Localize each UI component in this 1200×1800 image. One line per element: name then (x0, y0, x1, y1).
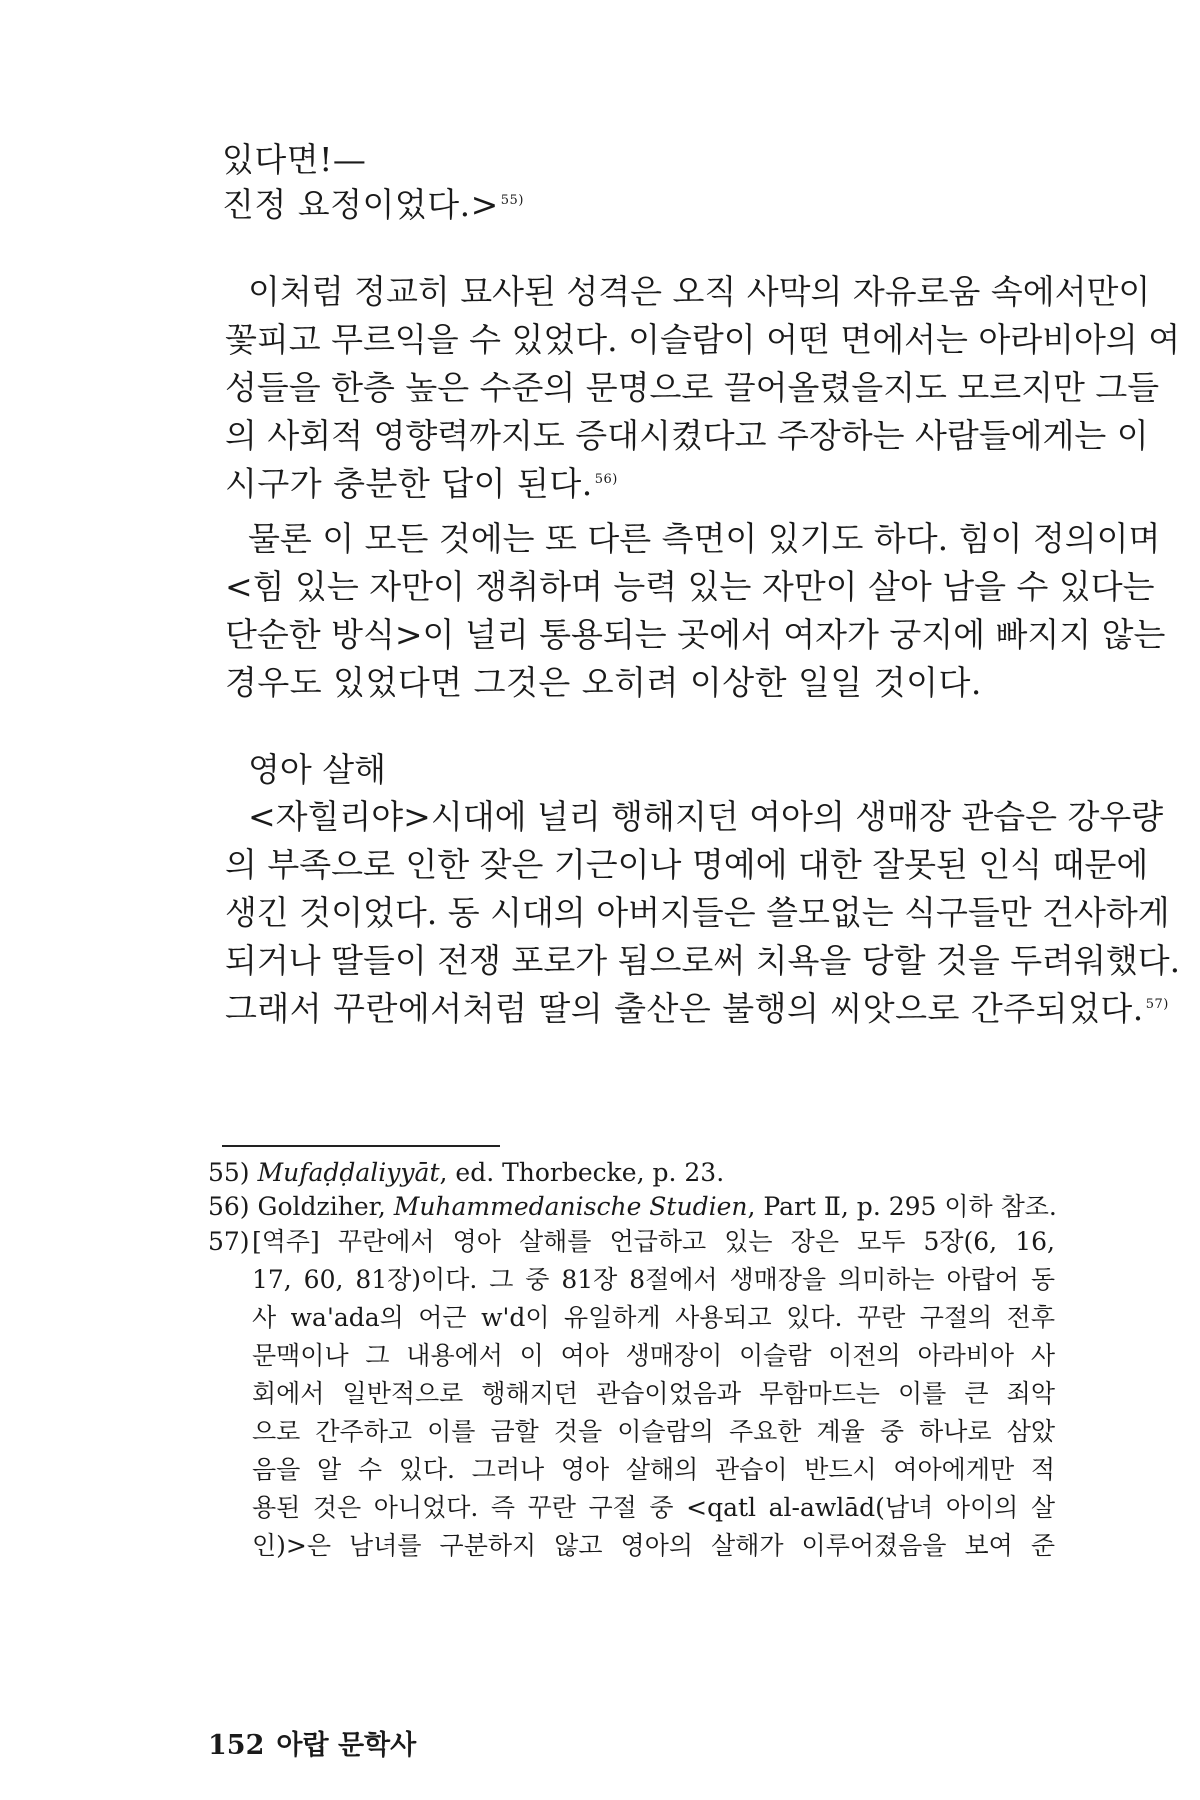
section-text-5: 그래서 꾸란에서처럼 딸의 출산은 불행의 씨앗으로 간주되었다. (225, 989, 1144, 1028)
footnote-57-line-8 (252, 1492, 1055, 1524)
para1-text-2: 꽃피고 무르익을 수 있었다. 이슬람이 어떤 면에서는 아라비아의 여 (225, 320, 1181, 359)
section-line-4 (225, 941, 1181, 981)
para2-line-3 (225, 615, 1166, 655)
footnote-57-text-5: 회에서 일반적으로 행해지던 관습이었음과 무함마드는 이를 큰 죄악 (252, 1379, 1055, 1408)
section-line-1 (248, 797, 1164, 837)
page-number: 152 (208, 1730, 265, 1761)
footnote-55-number: 55) (208, 1158, 250, 1187)
footnote-57-text-8: 용된 것은 아니었다. 즉 꾸란 구절 중 <qatl al-awlād(남녀 아이의 살 (252, 1493, 1055, 1522)
footnote-57-text-3: 사 wa'ada의 어근 w'd이 유일하게 사용되고 있다. 꾸란 구절의 전후 (252, 1303, 1055, 1332)
footnote-57-line-5 (252, 1378, 1055, 1410)
footnote-55 (208, 1157, 724, 1189)
footnote-divider (222, 1145, 500, 1147)
footnote-56-author: Goldziher, (257, 1192, 394, 1221)
footnote-55-rest: , ed. Thorbecke, p. 23. (439, 1158, 725, 1187)
footnote-56-title: Muhammedanische Studien (393, 1192, 748, 1221)
para2-text-1: 물론 이 모든 것에는 또 다른 측면이 있기도 하다. 힘이 정의이며 (248, 519, 1161, 558)
footnote-ref-56: 56) (594, 472, 618, 487)
footnote-57-text-2: 17, 60, 81장)이다. 그 중 81장 8절에서 생매장을 의미하는 아랍어 동 (252, 1265, 1055, 1294)
footnote-57-line-2 (252, 1264, 1055, 1296)
verse-line-2 (222, 185, 524, 225)
footnote-57-line-1 (252, 1226, 1055, 1258)
section-text-4: 되거나 딸들이 전쟁 포로가 됨으로써 치욕을 당할 것을 두려워했다. (225, 941, 1181, 980)
footnote-ref-55: 55) (500, 193, 524, 208)
running-title: 아랍 문학사 (276, 1730, 417, 1761)
footnote-57-number: 57) (208, 1227, 250, 1256)
para1-line-2 (225, 320, 1181, 360)
para1-text-1: 이처럼 정교히 묘사된 성격은 오직 사막의 자유로움 속에서만이 (248, 272, 1151, 311)
footnote-57-line-7 (252, 1454, 1055, 1486)
para2-line-4 (225, 663, 982, 703)
para2-text-4: 경우도 있었다면 그것은 오히려 이상한 일일 것이다. (225, 663, 982, 702)
footnote-56-rest: , Part Ⅱ, p. 295 이하 참조. (747, 1192, 1057, 1221)
para2-line-1 (248, 519, 1161, 559)
para1-line-1 (248, 272, 1151, 312)
section-text-1: <자힐리야>시대에 널리 행해지던 여아의 생매장 관습은 강우량 (248, 797, 1164, 836)
footnote-57-text-9: 인)>은 남녀를 구분하지 않고 영아의 살해가 이루어졌음을 보여 준 (252, 1531, 1055, 1560)
footnote-55-title: Mufaḍḍaliyyāt (257, 1158, 440, 1187)
section-heading: 영아 살해 (248, 750, 387, 789)
para2-text-2: <힘 있는 자만이 쟁취하며 능력 있는 자만이 살아 남을 수 있다는 (225, 567, 1155, 606)
footnote-57-text-7: 음을 알 수 있다. 그러나 영아 살해의 관습이 반드시 여아에게만 적 (252, 1455, 1055, 1484)
para1-text-3: 성들을 한층 높은 수준의 문명으로 끌어올렸을지도 모르지만 그들 (225, 368, 1160, 407)
section-line-5 (225, 989, 1169, 1029)
verse-line-1 (222, 140, 366, 180)
para1-line-3 (225, 368, 1160, 408)
footnote-57-line-9 (252, 1530, 1055, 1562)
footnote-56-number: 56) (208, 1192, 250, 1221)
para1-line-4 (225, 416, 1149, 456)
section-line-2 (225, 845, 1149, 885)
para2-text-3: 단순한 방식>이 널리 통용되는 곳에서 여자가 궁지에 빠지지 않는 (225, 615, 1166, 654)
footnote-56 (208, 1191, 1057, 1223)
section-line-3 (225, 893, 1170, 933)
footnote-57-text-6: 으로 간주하고 이를 금할 것을 이슬람의 주요한 계율 중 하나로 삼았 (252, 1417, 1055, 1446)
page-footer (208, 1730, 416, 1762)
section-text-2: 의 부족으로 인한 잦은 기근이나 명예에 대한 잘못된 인식 때문에 (225, 845, 1149, 884)
footnote-57-text-4: 문맥이나 그 내용에서 이 여아 생매장이 이슬람 이전의 아라비아 사 (252, 1341, 1055, 1370)
para2-line-2 (225, 567, 1155, 607)
footnote-57-text-1: [역주] 꾸란에서 영아 살해를 언급하고 있는 장은 모두 5장(6, 16, (252, 1227, 1055, 1256)
verse-text-1: 있다면!— (222, 140, 367, 179)
section-text-3: 생긴 것이었다. 동 시대의 아버지들은 쓸모없는 식구들만 건사하게 (225, 893, 1170, 932)
para1-text-4: 의 사회적 영향력까지도 증대시켰다고 주장하는 사람들에게는 이 (225, 416, 1149, 455)
para1-text-5: 시구가 충분한 답이 된다. (225, 464, 593, 503)
footnote-57-line-4 (252, 1340, 1055, 1372)
footnote-ref-57: 57) (1145, 997, 1169, 1012)
footnote-57-line-3 (252, 1302, 1055, 1334)
verse-text-2: 진정 요정이었다.> (222, 185, 499, 224)
para1-line-5 (225, 464, 618, 504)
footnote-57-line-6 (252, 1416, 1055, 1448)
